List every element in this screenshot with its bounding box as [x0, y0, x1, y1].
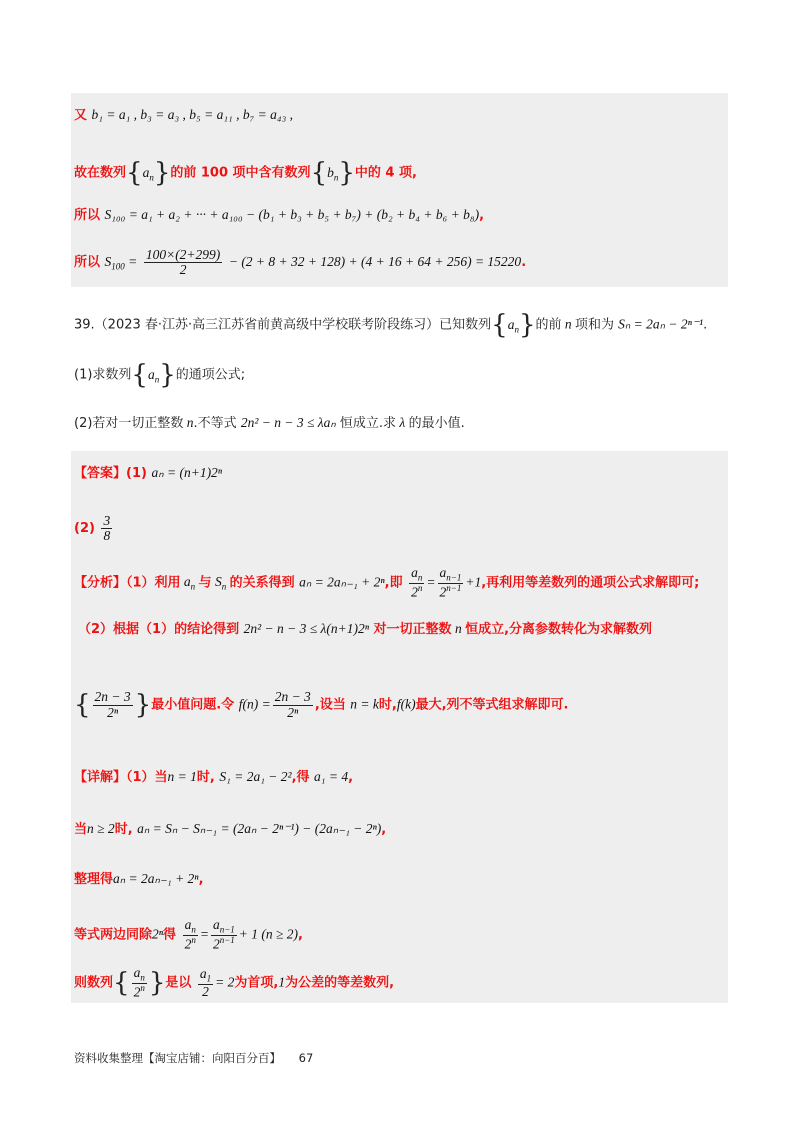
- detail-line-4: 等式两边同除2ⁿ得 $\frac{a_n}{2^n}$ = $\frac{a_{n-1}}{2^{n-1}}$ + 1 (n ≥ 2),: [74, 917, 303, 952]
- detail-line-2: 当n ≥ 2时, aₙ = Sₙ − Sₙ₋₁ = (2aₙ − 2ⁿ⁻¹) − (2aₙ₋₁ − 2ⁿ),: [74, 821, 387, 837]
- analysis-line-2: （2）根据（1）的结论得到 2n² − n − 3 ≤ λ(n+1)2ⁿ 对一切正整数 n 恒成立,分离参数转化为求解数列: [78, 621, 653, 637]
- detail-line-1: 【详解】（1）当n = 1时, S₁ = 2a₁ − 2²,得 a₁ = 4,: [74, 769, 354, 785]
- question-2-inequality: 2n² − n − 3 ≤ λaₙ: [240, 415, 336, 430]
- prev-line-3: 所以 S₁₀₀ = a₁ + a₂ + ··· + a₁₀₀ − (b₁ + b₃ + b₅ + b₇) + (b₂ + b₄ + b₆ + b₈),: [74, 207, 485, 223]
- prev-line-4: 所以 $S_{100}$ = $\frac{100\times(2+299)}{2}$ − (2 + 8 + 32 + 128) + (4 + 16 + 64 + 256) = 15220.: [74, 247, 527, 278]
- answer-line-2: (2) $\frac{3}{8}$: [74, 513, 111, 544]
- footer-text: 资料收集整理【淘宝店铺：向阳百分百】: [74, 1051, 281, 1065]
- prev-line-1: 又 b₁ = a₁ , b₃ = a₃ , b₅ = a₁₁ , b₇ = a₄₃ ,: [74, 107, 294, 123]
- problem-header: 39.（2023 春·江苏·高三江苏省前黄高级中学校联考阶段练习）已知数列$\{a_n\}$的前 n 项和为 Sₙ = 2aₙ − 2ⁿ⁻¹.: [74, 310, 708, 340]
- problem-formula: Sₙ = 2aₙ − 2ⁿ⁻¹: [618, 316, 704, 332]
- answer-line-1: 【答案】(1) aₙ = (n+1)2ⁿ: [74, 465, 223, 481]
- question-1: (1)求数列$\{a_n\}$的通项公式;: [74, 360, 246, 390]
- answer-fraction: $\frac{3}{8}$: [103, 513, 111, 544]
- prev-line-2: 故在数列$\{a_n\}$的前 100 项中含有数列$\{b_n\}$中的 4 项,: [74, 158, 417, 188]
- question-2: (2)若对一切正整数 n.不等式 2n² − n − 3 ≤ λaₙ 恒成立.求 λ 的最小值.: [74, 415, 465, 431]
- analysis-line-3: { $\frac{2n - 3}{\text{2ⁿ}}$ }最小值问题.令 f(n) = $\frac{2n - 3}{\text{2ⁿ}}$ ,设当 n = k时,f(k)最大,列不等式组求解即可.: [74, 689, 569, 720]
- analysis-line-1: 【分析】（1）利用 $a_n$ 与 $S_n$ 的关系得到 aₙ = 2aₙ₋₁ + 2ⁿ,即 $\frac{a_n}{2^n}$ = $\frac{a_{n-1}}{2^{n-1}}$ +1,再利用等差数列的通项公式求解即可;: [74, 565, 700, 600]
- prev-line-1-math: b₁ = a₁ , b₃ = a₃ , b₅ = a₁₁ , b₇ = a₄₃ ,: [91, 107, 294, 122]
- answer-formula-1: aₙ = (n+1)2ⁿ: [151, 465, 223, 480]
- page-footer: [74, 1050, 313, 1066]
- detail-line-5: 则数列{ $\frac{a_n}{2^n}$ }是以 $\frac{a_1}{2}$ = 2为首项,1为公差的等差数列,: [74, 965, 395, 1000]
- page-number: 67: [298, 1051, 314, 1065]
- prev-line-3-math: S₁₀₀ = a₁ + a₂ + ··· + a₁₀₀ − (b₁ + b₃ + b₅ + b₇) + (b₂ + b₄ + b₆ + b₈): [104, 207, 480, 222]
- detail-line-3: 整理得aₙ = 2aₙ₋₁ + 2ⁿ,: [74, 871, 204, 887]
